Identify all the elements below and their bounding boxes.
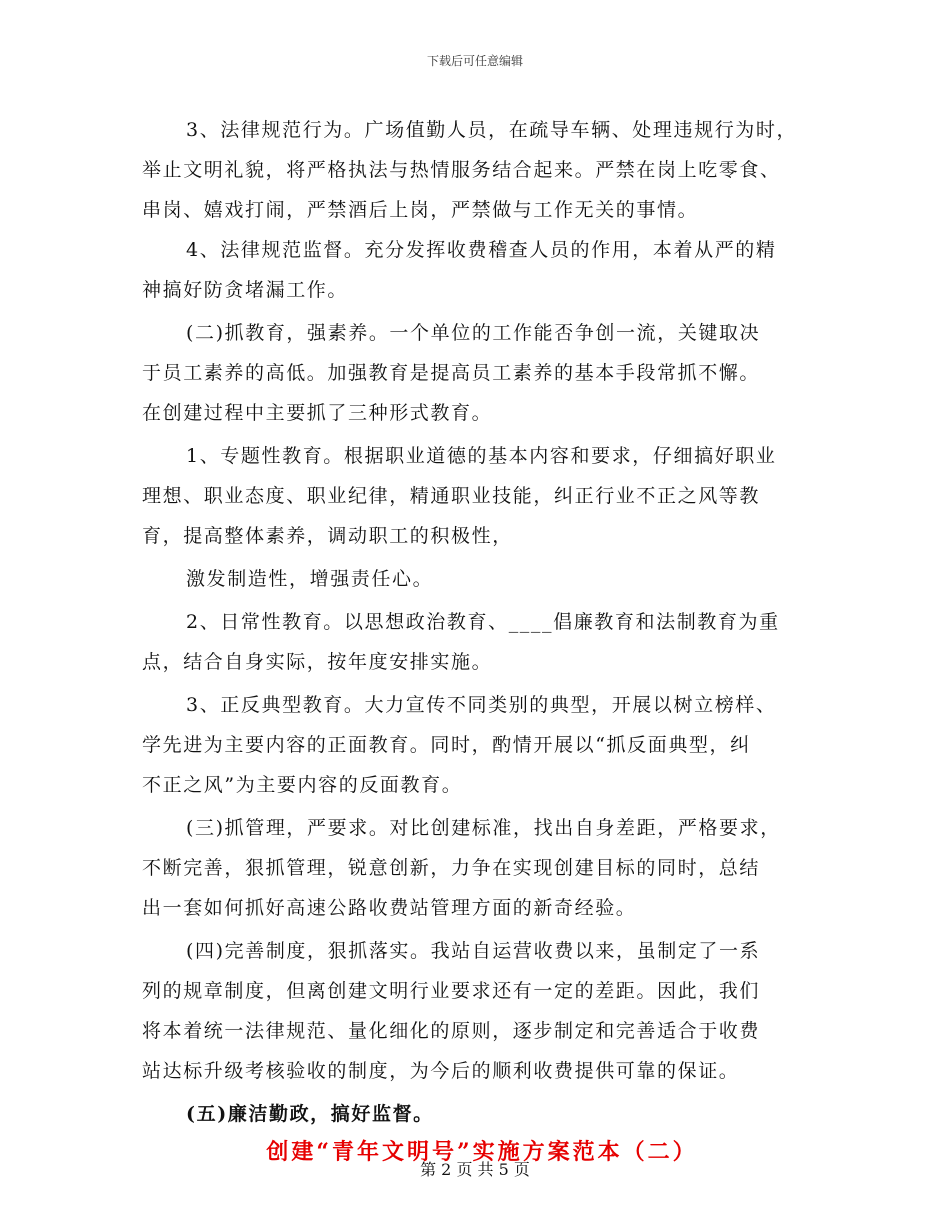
- paragraph: [142, 313, 822, 433]
- text-line: 神搞好防贪堵漏工作。: [142, 279, 349, 301]
- text-line: (三)抓管理，严要求。对比创建标准，找出自身差距，严格要求，: [186, 817, 781, 839]
- text-line: 于员工素养的高低。加强教育是提高员工素养的基本手段常抓不懈。: [142, 362, 761, 384]
- text-line: 列的规章制度，但离创建文明行业要求还有一定的差距。因此，我们: [142, 980, 761, 1002]
- paragraph: [142, 602, 822, 682]
- text-line: 学先进为主要内容的正面教育。同时，酌情开展以“抓反面典型，纠: [142, 734, 751, 756]
- text-line: 1、专题性教育。根据职业道德的基本内容和要求，仔细搞好职业: [186, 445, 777, 467]
- paragraph: [142, 931, 822, 1091]
- text-line: 不正之风”为主要内容的反面教育。: [142, 774, 463, 796]
- text-line: 出一套如何抓好高速公路收费站管理方面的新奇经验。: [142, 897, 637, 919]
- text-line: 2、日常性教育。以思想政治教育、____倡廉教育和法制教育为重: [186, 611, 780, 633]
- text-line: 举止文明礼貌，将严格执法与热情服务结合起来。严禁在岗上吃零食、: [142, 159, 781, 181]
- text-line: 串岗、嬉戏打闹，严禁酒后上岗，严禁做与工作无关的事情。: [142, 199, 699, 221]
- paragraph: [142, 559, 822, 599]
- paragraph: [142, 110, 822, 230]
- text-line: 理想、职业态度、职业纪律，精通职业技能，纠正行业不正之风等教: [142, 485, 761, 507]
- text-line: 4、法律规范监督。充分发挥收费稽查人员的作用，本着从严的精: [186, 239, 777, 261]
- text-line: (二)抓教育，强素养。一个单位的工作能否争创一流，关键取决: [186, 322, 761, 344]
- text-line: 不断完善，狠抓管理，锐意创新，力争在实现创建目标的同时，总结: [142, 857, 761, 879]
- text-line: 激发制造性，增强责任心。: [186, 568, 434, 590]
- text-line: 3、法律规范行为。广场值勤人员，在疏导车辆、处理违规行为时，: [186, 119, 798, 141]
- page-number: 第 2 页 共 5 页: [420, 1160, 530, 1179]
- section-heading: (五)廉洁勤政，搞好监督。: [186, 1103, 434, 1125]
- document-section-title: 创建“青年文明号”实施方案范本（二）: [266, 1139, 698, 1165]
- text-line: 站达标升级考核验收的制度，为今后的顺利收费提供可靠的保证。: [142, 1060, 740, 1082]
- text-line: 育，提高整体素养，调动职工的积极性，: [142, 525, 513, 547]
- document-body: [142, 110, 822, 1176]
- text-line: 3、正反典型教育。大力宣传不同类别的典型，开展以树立榜样、: [186, 694, 777, 716]
- text-line: 将本着统一法律规范、量化细化的原则，逐步制定和完善适合于收费: [142, 1020, 761, 1042]
- text-line: (四)完善制度，狠抓落实。我站自运营收费以来，虽制定了一系: [186, 940, 761, 962]
- paragraph: [142, 808, 822, 928]
- paragraph: [142, 230, 822, 310]
- text-line: 点，结合自身实际，按年度安排实施。: [142, 651, 493, 673]
- page-header-note: 下载后可任意编辑: [426, 54, 523, 68]
- paragraph: [142, 436, 822, 556]
- paragraph: [142, 685, 822, 805]
- text-line: 在创建过程中主要抓了三种形式教育。: [142, 402, 493, 424]
